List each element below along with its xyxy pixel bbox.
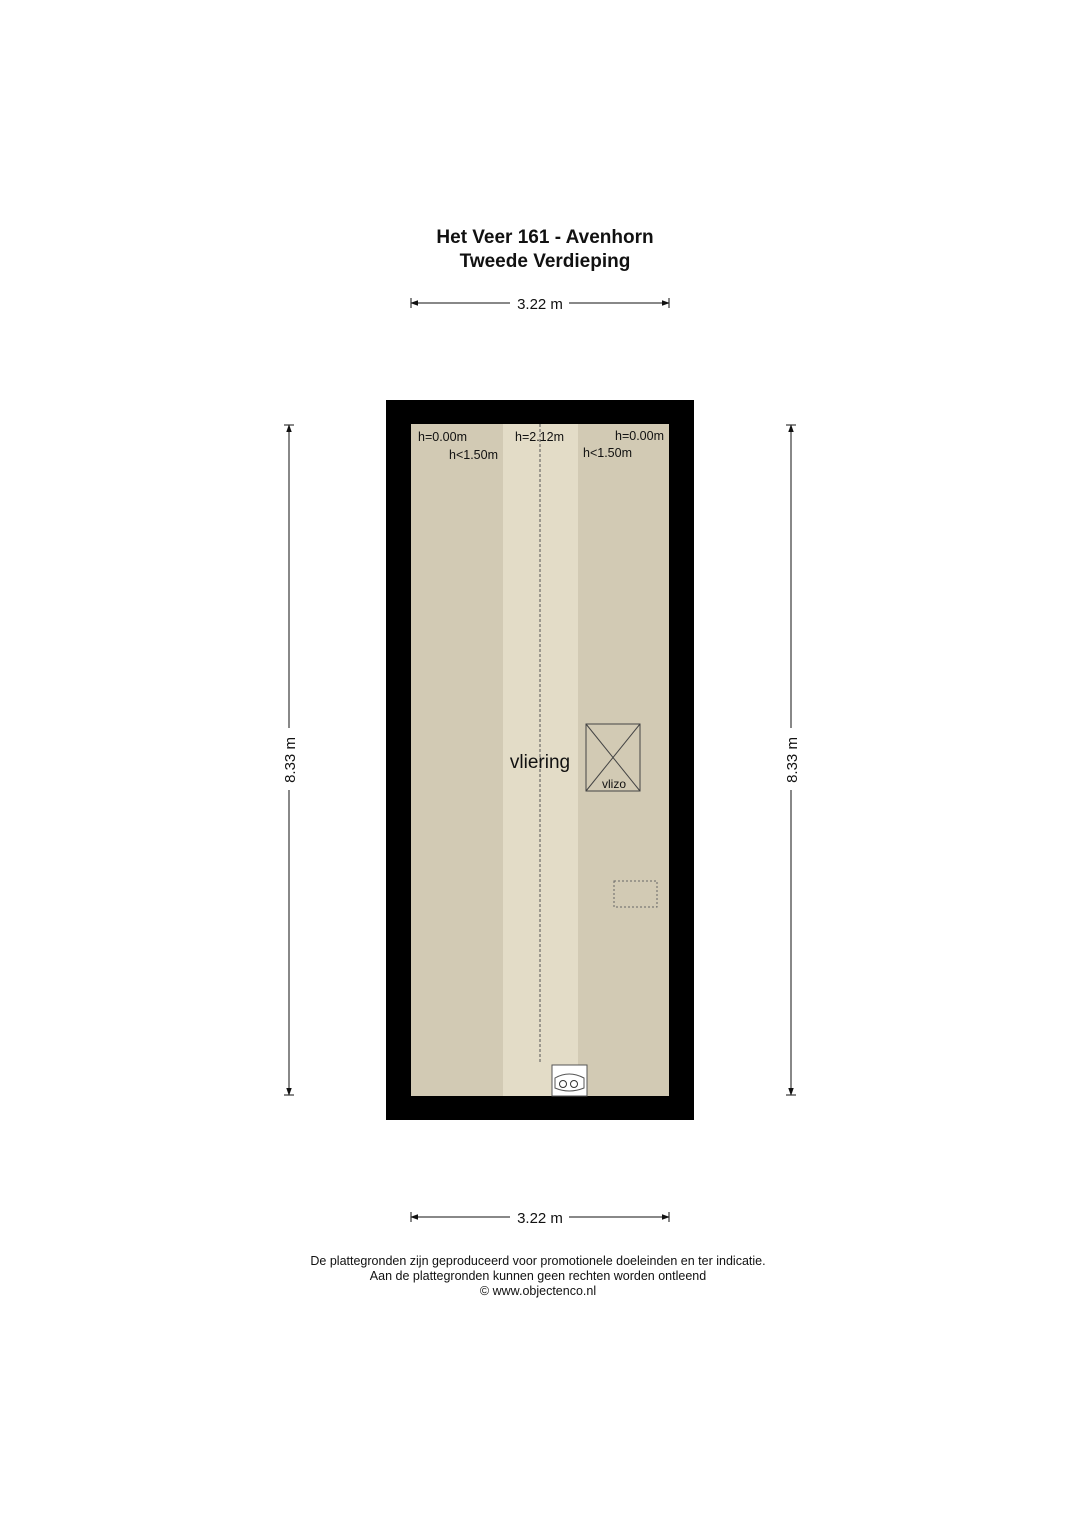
page-title: Het Veer 161 - Avenhorn: [436, 227, 654, 248]
hatch-label: vlizo: [601, 777, 627, 791]
dimension-left: [282, 425, 299, 1095]
low-zone-right: [578, 424, 669, 1096]
dimension-label-right: 8.33 m: [784, 737, 801, 783]
disclaimer-line: De plattegronden zijn geproduceerd voor promotionele doeleinden en ter indicatie.: [310, 1254, 766, 1268]
height-label-right-limit: h<1.50m: [583, 446, 632, 460]
dimension-label-bottom: 3.22 m: [517, 1210, 563, 1227]
height-label-left-edge: h=0.00m: [418, 430, 467, 444]
floor-name: Tweede Verdieping: [459, 251, 631, 272]
room-label: vliering: [509, 752, 571, 773]
disclaimer-line: Aan de plattegronden kunnen geen rechten worden ontleend: [369, 1269, 707, 1283]
dimension-right: [784, 425, 801, 1095]
height-label-right-edge: h=0.00m: [615, 429, 664, 443]
height-label-ridge: h=2.12m: [515, 430, 564, 444]
copyright: © www.objectenco.nl: [479, 1284, 597, 1298]
height-label-left-limit: h<1.50m: [449, 448, 498, 462]
boiler-unit: [552, 1065, 587, 1096]
disclaimer: [0, 1254, 1076, 1299]
dimension-top: [411, 296, 669, 313]
dimension-label-top: 3.22 m: [517, 296, 563, 313]
low-zone-left: [411, 424, 503, 1096]
dimension-label-left: 8.33 m: [282, 737, 299, 783]
dimension-bottom: [411, 1210, 669, 1227]
